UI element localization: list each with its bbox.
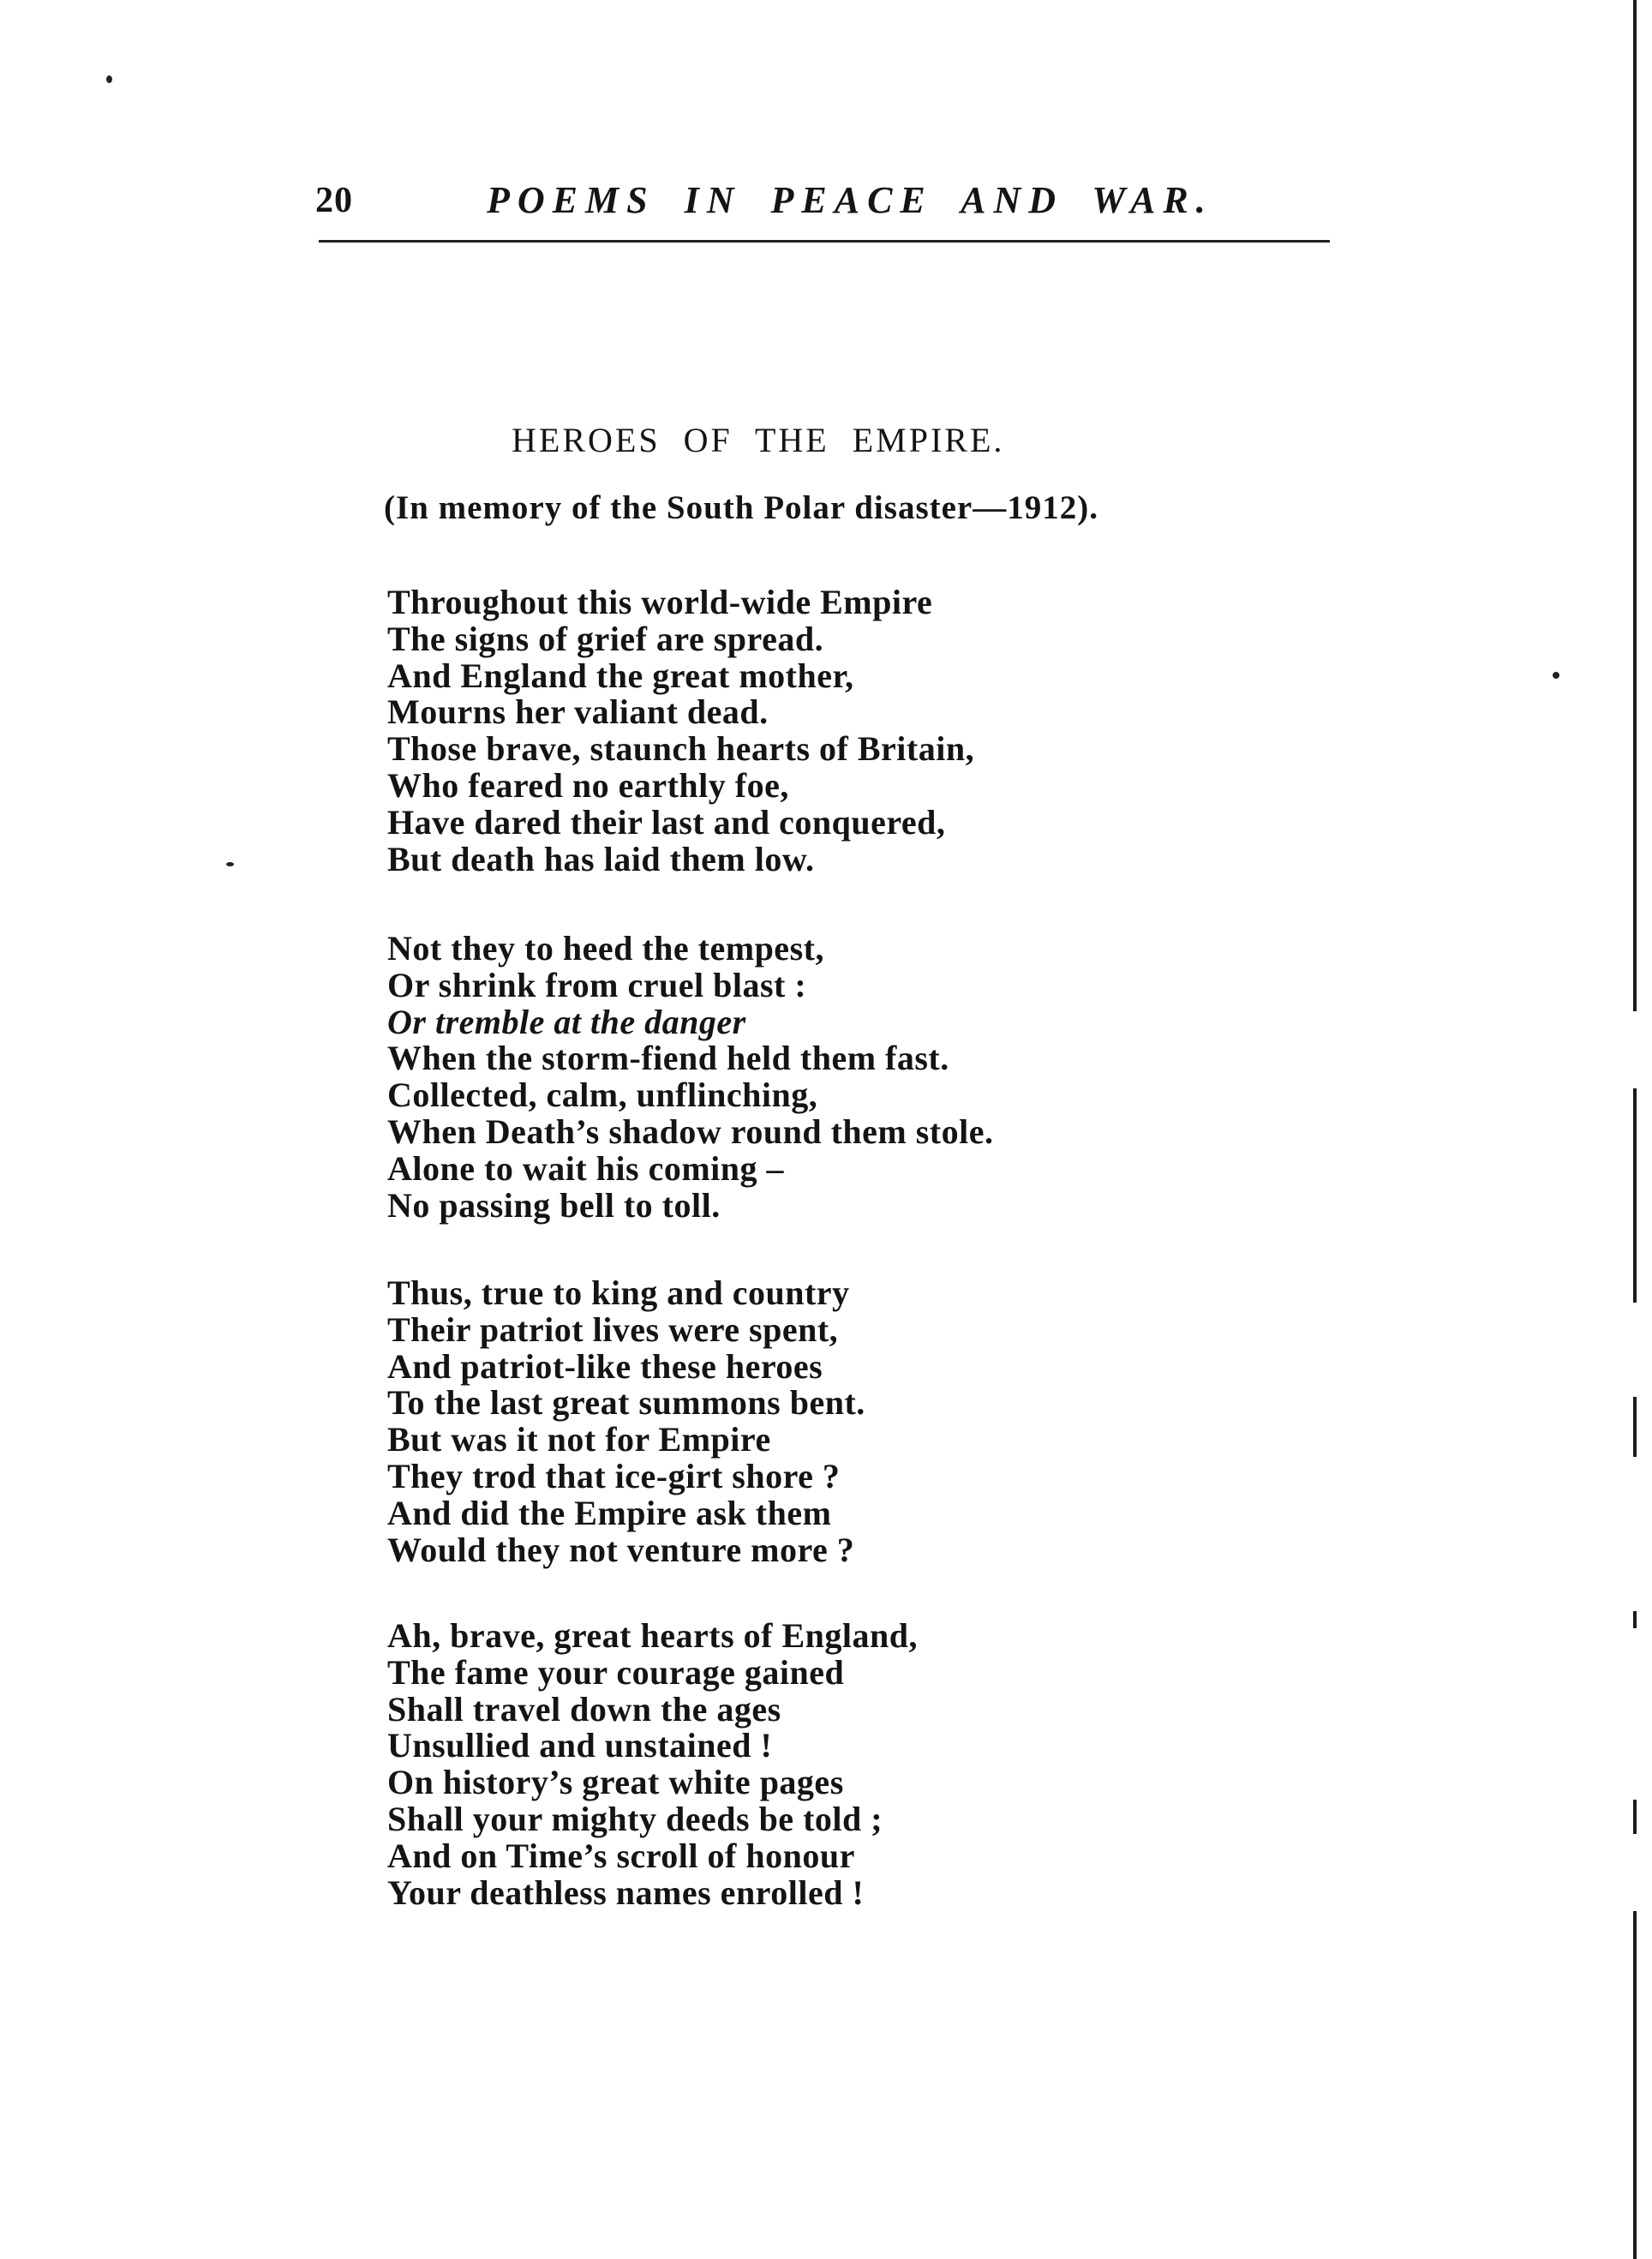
poem-line: They trod that ice-girt shore ? — [387, 1456, 841, 1495]
poem-line: Not they to heed the tempest, — [387, 929, 824, 968]
scan-edge-gap — [1631, 1457, 1638, 1611]
poem-line: To the last great summons bent. — [387, 1383, 865, 1423]
poem-line: When Death’s shadow round them stole. — [387, 1112, 994, 1151]
scan-edge-gap — [1631, 1628, 1638, 1800]
poem-line: Who feared no earthly foe, — [387, 765, 789, 805]
poem-line: Those brave, staunch hearts of Britain, — [387, 729, 975, 769]
running-header — [315, 171, 1328, 231]
poem-line: And England the great mother, — [387, 656, 854, 695]
poem-line: No passing bell to toll. — [387, 1185, 721, 1225]
poem-line: Or tremble at the danger — [387, 1002, 746, 1041]
poem-line: Collected, calm, unflinching, — [387, 1076, 818, 1115]
poem-line: Shall your mighty deeds be told ; — [387, 1799, 883, 1838]
stanza-2 — [387, 931, 993, 1224]
poem-title: HEROES OF THE EMPIRE. — [512, 421, 1005, 459]
poem-line: On history’s great white pages — [387, 1763, 844, 1802]
poem-line: Have dared their last and conquered, — [387, 802, 946, 842]
poem-line: But death has laid them low. — [387, 839, 815, 878]
scan-edge-gap — [1631, 1011, 1638, 1088]
stanza-3 — [387, 1275, 865, 1568]
poem-line: And did the Empire ask them — [387, 1493, 832, 1532]
page-number: 20 — [315, 181, 353, 220]
poem-line: The fame your courage gained — [387, 1652, 845, 1692]
scan-speck — [106, 75, 112, 83]
poem-line: Throughout this world-wide Empire — [387, 583, 933, 621]
poem-line: The signs of grief are spread. — [387, 619, 824, 658]
scan-edge-rule — [1633, 0, 1637, 2259]
scan-speck — [1553, 672, 1559, 679]
scan-speck — [226, 862, 234, 866]
scan-edge-gap — [1631, 1303, 1638, 1397]
header-rule — [319, 240, 1330, 243]
poem-line: Ah, brave, great hearts of England, — [387, 1616, 918, 1655]
poem-line: But was it not for Empire — [387, 1420, 771, 1459]
poem-line: Their patriot lives were spent, — [387, 1309, 839, 1349]
poem-line: And on Time’s scroll of honour — [387, 1836, 855, 1875]
stanza-4 — [387, 1618, 918, 1911]
poem-line: Or shrink from cruel blast : — [387, 965, 807, 1004]
poem-line: Thus, true to king and country — [387, 1273, 850, 1312]
book-title: POEMS IN PEACE AND WAR. — [487, 179, 1213, 221]
poem-line: Your deathless names enrolled ! — [387, 1873, 865, 1912]
poem-line: Shall travel down the ages — [387, 1689, 781, 1729]
poem-line: Mourns her valiant dead. — [387, 692, 769, 732]
poem-line: Would they not venture more ? — [387, 1530, 855, 1569]
poem-line: And patriot-like these heroes — [387, 1346, 823, 1386]
stanza-1 — [387, 584, 974, 878]
poem-line: When the storm-fiend held them fast. — [387, 1039, 949, 1078]
poem-dedication: (In memory of the South Polar disaster—1912). — [384, 489, 1098, 526]
poem-line: Alone to wait his coming – — [387, 1148, 784, 1188]
poem-line: Unsullied and unstained ! — [387, 1726, 773, 1765]
scan-edge-gap — [1631, 1834, 1638, 1911]
